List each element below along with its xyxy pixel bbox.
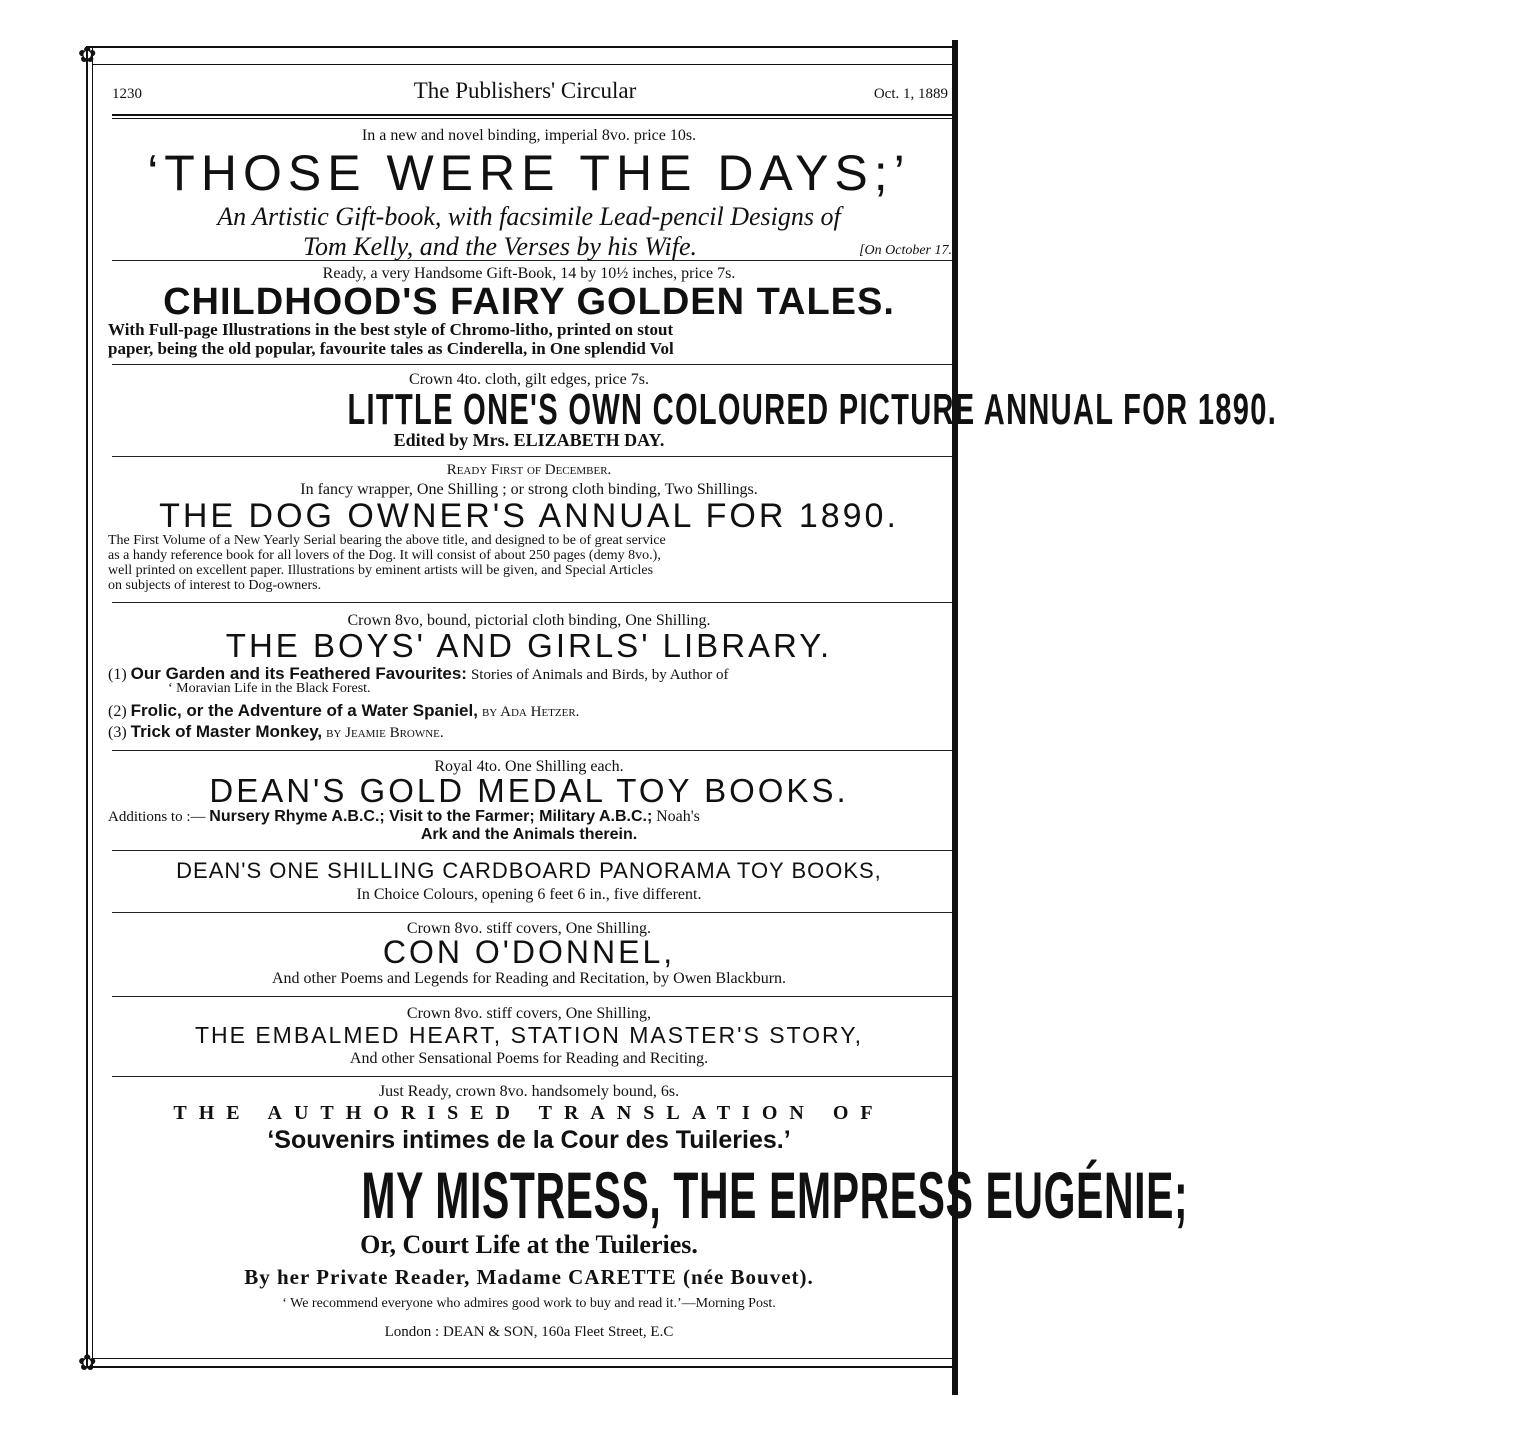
ad-release-note: [On October 17. bbox=[859, 243, 952, 258]
ad-title: THE EMBALMED HEART, STATION MASTER'S STORY, bbox=[194, 1022, 864, 1048]
item-title: Frolic, or the Adventure of a Water Spaniel, bbox=[130, 701, 478, 720]
ad-title: DEAN'S GOLD MEDAL TOY BOOKS. bbox=[209, 772, 849, 809]
divider bbox=[112, 602, 952, 603]
item-number: (2) bbox=[108, 703, 127, 720]
ad-description-4: on subjects of interest to Dog-owners. bbox=[108, 578, 322, 593]
item-title: Our Garden and its Feathered Favourites: bbox=[130, 664, 467, 683]
publisher-imprint: London : DEAN & SON, 160a Fleet Street, E.C bbox=[384, 1324, 674, 1340]
ad-intro: Royal 4to. One Shilling each. bbox=[434, 758, 624, 775]
list-item bbox=[108, 722, 950, 742]
ad-title: THE DOG OWNER'S ANNUAL FOR 1890. bbox=[159, 497, 899, 535]
ad-intro: Just Ready, crown 8vo. handsomely bound, 6s. bbox=[378, 1083, 680, 1100]
ad-title: CHILDHOOD'S FAIRY GOLDEN TALES. bbox=[163, 281, 895, 323]
ad-title: THE BOYS' AND GIRLS' LIBRARY. bbox=[225, 627, 833, 664]
ad-intro-2: In fancy wrapper, One Shilling ; or strong cloth binding, Two Shillings. bbox=[300, 481, 758, 498]
item-title: Trick of Master Monkey, bbox=[130, 722, 323, 741]
ad-subtitle: And other Sensational Poems for Reading and Reciting. bbox=[349, 1050, 709, 1067]
bottom-border-inner bbox=[92, 1358, 956, 1359]
bottom-border-outer bbox=[86, 1366, 956, 1368]
ad-description: With Full-page Illustrations in the best style of Chromo-litho, printed on stout bbox=[108, 320, 674, 339]
ad-intro: Crown 4to. cloth, gilt edges, price 7s. bbox=[409, 371, 649, 388]
header-rule-thin bbox=[112, 118, 952, 119]
ad-subtitle: In Choice Colours, opening 6 feet 6 in., five different. bbox=[356, 886, 702, 903]
ad-subtitle: And other Poems and Legends for Reading and Recitation, by Owen Blackburn. bbox=[271, 970, 787, 987]
item-details: by Jeamie Browne. bbox=[326, 725, 444, 741]
top-border-inner bbox=[92, 64, 956, 65]
divider bbox=[112, 912, 952, 913]
item-details: Stories of Animals and Birds, by Author of bbox=[470, 667, 729, 683]
divider bbox=[112, 364, 952, 365]
ad-description: The First Volume of a New Yearly Serial bearing the above title, and designed to be of great service bbox=[108, 533, 666, 548]
ad-title-text: MY MISTRESS, THE EMPRESS EUGÉNIE; bbox=[361, 1158, 1189, 1232]
ad-title-text: LITTLE ONE'S OWN COLOURED PICTURE ANNUAL FOR 1890. bbox=[347, 385, 1278, 434]
ad-title bbox=[108, 385, 1278, 434]
additions-list: Nursery Rhyme A.B.C.; Visit to the Farmer; Military A.B.C.; bbox=[209, 808, 653, 825]
list-item bbox=[108, 701, 950, 721]
journal-title: The Publishers' Circular bbox=[413, 78, 637, 103]
ad-subtitle-blackletter: Or, Court Life at the Tuileries. bbox=[360, 1230, 698, 1259]
ad-intro: Ready, a very Handsome Gift-Book, 14 by 10½ inches, price 7s. bbox=[322, 265, 736, 282]
ad-intro: Crown 8vo. stiff covers, One Shilling. bbox=[406, 920, 652, 937]
ad-intro: Crown 8vo. stiff covers, One Shilling, bbox=[406, 1005, 652, 1022]
ad-subtitle: An Artistic Gift-book, with facsimile Lead-pencil Designs of bbox=[217, 202, 841, 231]
ad-additions-2: Ark and the Animals therein. bbox=[420, 826, 638, 843]
header-rule bbox=[112, 114, 952, 116]
ad-intro: Crown 8vo, bound, pictorial cloth binding, One Shilling. bbox=[347, 612, 711, 629]
divider bbox=[112, 260, 952, 261]
ad-title: ‘THOSE WERE THE DAYS;’ bbox=[147, 145, 911, 201]
ad-subtitle-2: Tom Kelly, and the Verses by his Wife. bbox=[302, 232, 698, 261]
ad-intro: Ready First of December. bbox=[446, 462, 612, 478]
ad-description-2: as a handy reference book for all lovers of the Dog. It will consist of about 250 pages (demy 8vo.), bbox=[108, 548, 661, 563]
ad-description-3: well printed on excellent paper. Illustrations by eminent artists will be given, and Special Articles bbox=[108, 563, 654, 578]
item-details: by Ada Hetzer. bbox=[481, 704, 580, 720]
left-border-outer bbox=[86, 46, 88, 1368]
divider bbox=[112, 750, 952, 751]
left-border-inner bbox=[92, 46, 93, 1368]
divider bbox=[112, 456, 952, 457]
ad-additions bbox=[108, 808, 950, 826]
ad-review-quote: ‘ We recommend everyone who admires good work to buy and read it.’—Morning Post. bbox=[282, 1296, 776, 1311]
ad-description-2: paper, being the old popular, favourite tales as Cinderella, in One splendid Vol bbox=[108, 339, 674, 358]
list-item-continued: ‘ Moravian Life in the Black Forest. bbox=[168, 681, 371, 696]
issue-date: Oct. 1, 1889 bbox=[873, 86, 948, 102]
top-border-outer bbox=[86, 46, 956, 48]
ad-line-authorised: THE AUTHORISED TRANSLATION OF bbox=[173, 1102, 885, 1124]
divider bbox=[112, 1076, 952, 1077]
ad-title bbox=[108, 1158, 1189, 1232]
corner-ornament-bottom-icon: ✿ bbox=[78, 1350, 97, 1375]
ad-intro: In a new and novel binding, imperial 8vo. price 10s. bbox=[361, 127, 697, 144]
page-number: 1230 bbox=[112, 86, 142, 102]
additions-end: Noah's bbox=[656, 808, 700, 825]
ad-line-souvenirs: ‘Souvenirs intimes de la Cour des Tuileries.’ bbox=[267, 1126, 791, 1154]
item-number: (3) bbox=[108, 724, 127, 741]
divider bbox=[112, 850, 952, 851]
ad-editor: Edited by Mrs. ELIZABETH DAY. bbox=[393, 430, 665, 450]
additions-prefix: Additions to :— bbox=[108, 809, 206, 825]
corner-ornament-top-icon: ✿ bbox=[78, 42, 97, 67]
ad-title: DEAN'S ONE SHILLING CARDBOARD PANORAMA TOY BOOKS, bbox=[176, 858, 882, 883]
ad-title: CON O'DONNEL, bbox=[382, 934, 676, 970]
ad-author: By her Private Reader, Madame CARETTE (née Bouvet). bbox=[244, 1265, 814, 1289]
divider bbox=[112, 996, 952, 997]
item-number: (1) bbox=[108, 666, 127, 683]
